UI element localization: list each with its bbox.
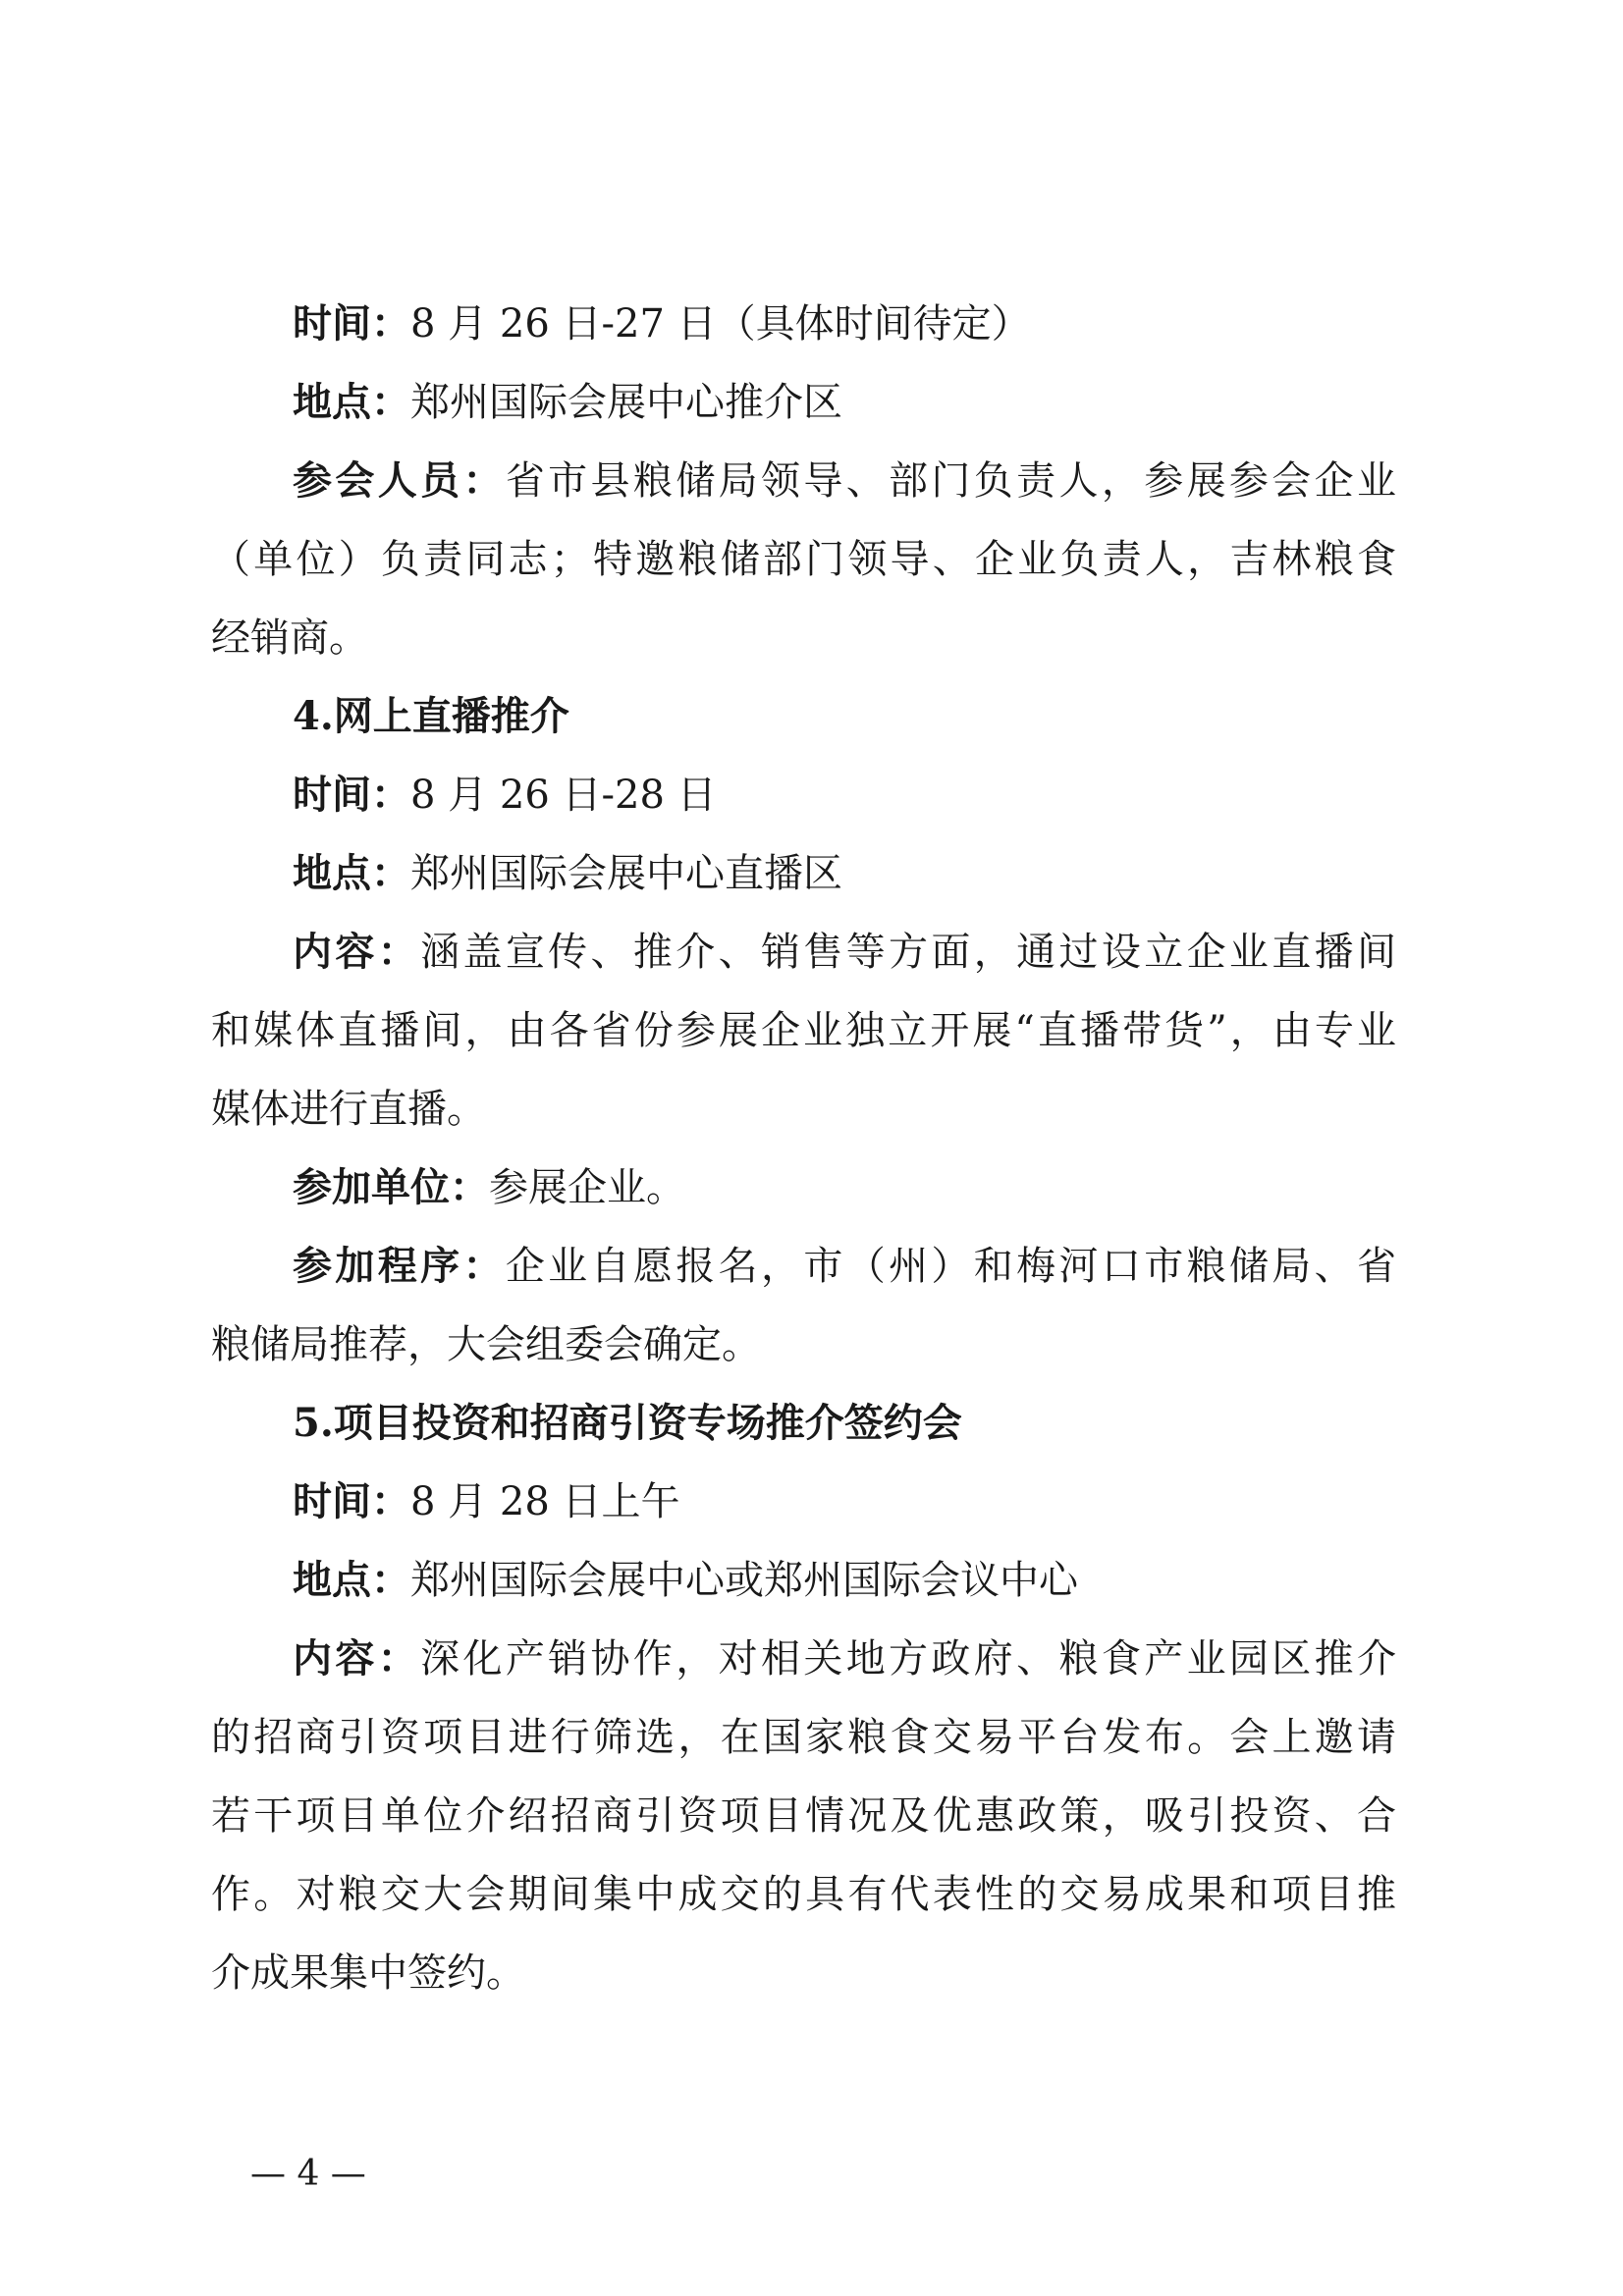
content-label: 内容： xyxy=(293,929,421,975)
content-text-line1: 涵盖宣传、推介、销售等方面，通过设立企业直播间 xyxy=(420,930,1397,975)
content-paragraph-line3 xyxy=(211,1086,486,1133)
content-paragraph-line1 xyxy=(293,1635,1396,1682)
content-paragraph-line2 xyxy=(211,1007,1396,1054)
attendees-paragraph-line3 xyxy=(211,614,368,662)
content-paragraph-line2 xyxy=(211,1714,1396,1761)
content-text-line2: 的招商引资项目进行筛选，在国家粮食交易平台发布。会上邀请 xyxy=(211,1715,1396,1760)
procedure-text-line2: 粮储局推荐，大会组委会确定。 xyxy=(211,1322,761,1367)
content-text-line3: 媒体进行直播。 xyxy=(211,1087,486,1132)
procedure-text-line1: 企业自愿报名，市（州）和梅河口市粮储局、省 xyxy=(505,1244,1397,1289)
units-value: 参展企业。 xyxy=(489,1165,685,1210)
time-value: 8 月 28 日上午 xyxy=(410,1479,680,1524)
units-label: 参加单位： xyxy=(293,1164,489,1210)
attendees-text-line3: 经销商。 xyxy=(211,615,368,661)
place-label: 地点： xyxy=(293,379,410,425)
place-label: 地点： xyxy=(293,1557,410,1603)
procedure-paragraph-line2 xyxy=(211,1321,761,1368)
section-5-heading: 5.项目投资和招商引资专场推介签约会 xyxy=(293,1400,962,1446)
attendees-paragraph-line1 xyxy=(293,457,1396,505)
procedure-paragraph-line1 xyxy=(293,1243,1396,1290)
content-paragraph-line4 xyxy=(211,1871,1396,1918)
place-value: 郑州国际会展中心直播区 xyxy=(410,851,842,896)
attendees-label: 参会人员： xyxy=(293,457,506,504)
time-value: 8 月 26 日-27 日（具体时间待定） xyxy=(410,301,1031,347)
content-paragraph-line5 xyxy=(211,1949,525,1997)
content-paragraph-line3 xyxy=(211,1792,1396,1840)
content-text-line5: 介成果集中签约。 xyxy=(211,1950,525,1996)
time-value: 8 月 26 日-28 日 xyxy=(410,773,717,818)
units-paragraph xyxy=(293,1164,685,1211)
time-label: 时间： xyxy=(293,1478,410,1524)
place-paragraph xyxy=(293,850,842,897)
place-value: 郑州国际会展中心或郑州国际会议中心 xyxy=(410,1558,1078,1603)
place-label: 地点： xyxy=(293,850,410,896)
content-text-line3: 若干项目单位介绍招商引资项目情况及优惠政策，吸引投资、合 xyxy=(211,1793,1396,1839)
section-4-heading: 4.网上直播推介 xyxy=(293,693,569,739)
time-paragraph xyxy=(293,1478,680,1525)
time-label: 时间： xyxy=(293,772,410,818)
content-text-line1: 深化产销协作，对相关地方政府、粮食产业园区推介 xyxy=(420,1636,1397,1682)
attendees-paragraph-line2 xyxy=(211,536,1396,583)
time-paragraph xyxy=(293,772,717,819)
attendees-text-line1: 省市县粮储局领导、部门负责人，参展参会企业 xyxy=(505,458,1397,504)
page-number: — 4 — xyxy=(250,2154,366,2194)
content-text-line2: 和媒体直播间，由各省份参展企业独立开展“直播带货”，由专业 xyxy=(211,1008,1396,1053)
content-paragraph-line1 xyxy=(293,929,1396,976)
time-paragraph xyxy=(293,300,1031,347)
attendees-text-line2: （单位）负责同志；特邀粮储部门领导、企业负责人，吉林粮食 xyxy=(211,537,1396,582)
place-paragraph xyxy=(293,379,842,426)
content-text-line4: 作。对粮交大会期间集中成交的具有代表性的交易成果和项目推 xyxy=(211,1872,1396,1917)
time-label: 时间： xyxy=(293,300,410,347)
procedure-label: 参加程序： xyxy=(293,1243,506,1289)
place-paragraph xyxy=(293,1557,1078,1604)
content-label: 内容： xyxy=(293,1635,421,1682)
place-value: 郑州国际会展中心推介区 xyxy=(410,380,842,425)
